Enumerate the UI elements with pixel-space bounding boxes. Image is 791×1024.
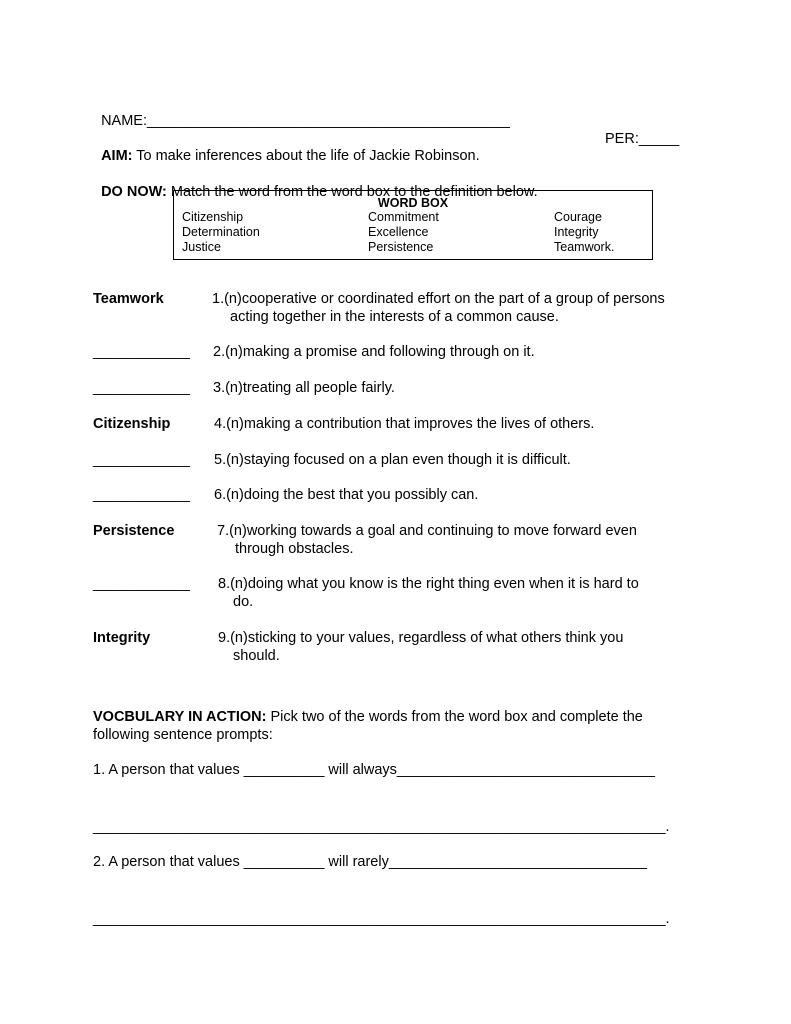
definition-body: doing what you know is the right thing even when it is hard to: [247, 576, 639, 592]
definition-number: 5.(n): [214, 452, 244, 468]
do-now-label: DO NOW:: [101, 184, 167, 200]
answer-blank[interactable]: ____________: [93, 344, 190, 360]
vocabulary-section: [93, 708, 693, 744]
word-box-word: Persistence: [368, 240, 434, 254]
definition-text: [213, 343, 703, 361]
definition-number: 4.(n): [214, 416, 244, 432]
definition-text: [213, 379, 703, 397]
name-blank[interactable]: _____________________________________________: [146, 113, 510, 129]
word-box-grid: [182, 210, 654, 255]
word-box-word: Integrity: [554, 225, 599, 239]
vocabulary-label: VOCBULARY IN ACTION:: [93, 709, 267, 725]
definition-number: 2.(n): [213, 344, 243, 360]
definition-body: making a contribution that improves the lives of others.: [243, 416, 595, 432]
definition-number: 1.(n): [212, 291, 242, 307]
answer-line-2[interactable]: _______________________________________________________________________.: [93, 911, 670, 927]
definition-text: [212, 290, 702, 326]
answer-blank[interactable]: ____________: [93, 487, 190, 503]
definition-body: sticking to your values, regardless of what others think you: [247, 630, 624, 646]
name-label: NAME:: [101, 113, 147, 129]
definition-number: 7.(n): [217, 523, 247, 539]
definition-number: 8.(n): [218, 576, 248, 592]
answer-blank[interactable]: Teamwork: [93, 291, 164, 307]
answer-blank[interactable]: ____________: [93, 452, 190, 468]
definition-number: 6.(n): [214, 487, 244, 503]
answer-blank[interactable]: Integrity: [93, 630, 151, 646]
definition-text: [214, 451, 704, 469]
word-box-word: Excellence: [368, 225, 429, 239]
definition-body: staying focused on a plan even though it is difficult.: [243, 452, 571, 468]
definition-body: doing the best that you possibly can.: [243, 487, 479, 503]
word-box-word: Teamwork.: [554, 240, 615, 254]
vocabulary-instructions: Pick two of the words from the word box and complete the following sentence prompts:: [93, 709, 643, 743]
definition-number: 3.(n): [213, 380, 243, 396]
do-now-text: Match the word from the word box to the definition below.: [166, 184, 538, 200]
period-field[interactable]: PER:_____: [605, 131, 680, 147]
definition-text: [214, 486, 704, 504]
answer-blank[interactable]: Persistence: [93, 523, 175, 539]
definition-text: [218, 575, 708, 611]
definition-continuation: acting together in the interests of a common cause.: [230, 309, 559, 325]
aim-row: [93, 129, 480, 165]
answer-line-1[interactable]: _______________________________________________________________________.: [93, 819, 670, 835]
word-box: [173, 190, 653, 260]
word-box-word: Justice: [182, 240, 221, 254]
aim-text: To make inferences about the life of Jackie Robinson.: [132, 148, 480, 164]
definition-body: cooperative or coordinated effort on the part of a group of persons: [241, 291, 665, 307]
definition-continuation: do.: [233, 594, 254, 610]
definition-text: [218, 629, 708, 665]
definition-body: making a promise and following through on it.: [242, 344, 535, 360]
definition-text: [214, 415, 704, 433]
aim-label: AIM:: [101, 148, 133, 164]
word-box-word: Citizenship: [182, 210, 244, 224]
answer-blank[interactable]: Citizenship: [93, 416, 171, 432]
definition-number: 9.(n): [218, 630, 248, 646]
definition-body: working towards a goal and continuing to move forward even: [246, 523, 637, 539]
word-box-word: Courage: [554, 210, 602, 224]
sentence-prompt-1[interactable]: 1. A person that values __________ will always________________________________: [93, 762, 655, 778]
definition-continuation: through obstacles.: [235, 541, 354, 557]
answer-blank[interactable]: ____________: [93, 576, 190, 592]
definition-body: treating all people fairly.: [242, 380, 395, 396]
definition-continuation: should.: [233, 648, 280, 664]
answer-blank[interactable]: ____________: [93, 380, 190, 396]
sentence-prompt-2[interactable]: 2. A person that values __________ will rarely________________________________: [93, 854, 647, 870]
word-box-word: Commitment: [368, 210, 439, 224]
definition-text: [217, 522, 707, 558]
word-box-word: Determination: [182, 225, 260, 239]
word-box-title: WORD BOX: [377, 196, 449, 210]
